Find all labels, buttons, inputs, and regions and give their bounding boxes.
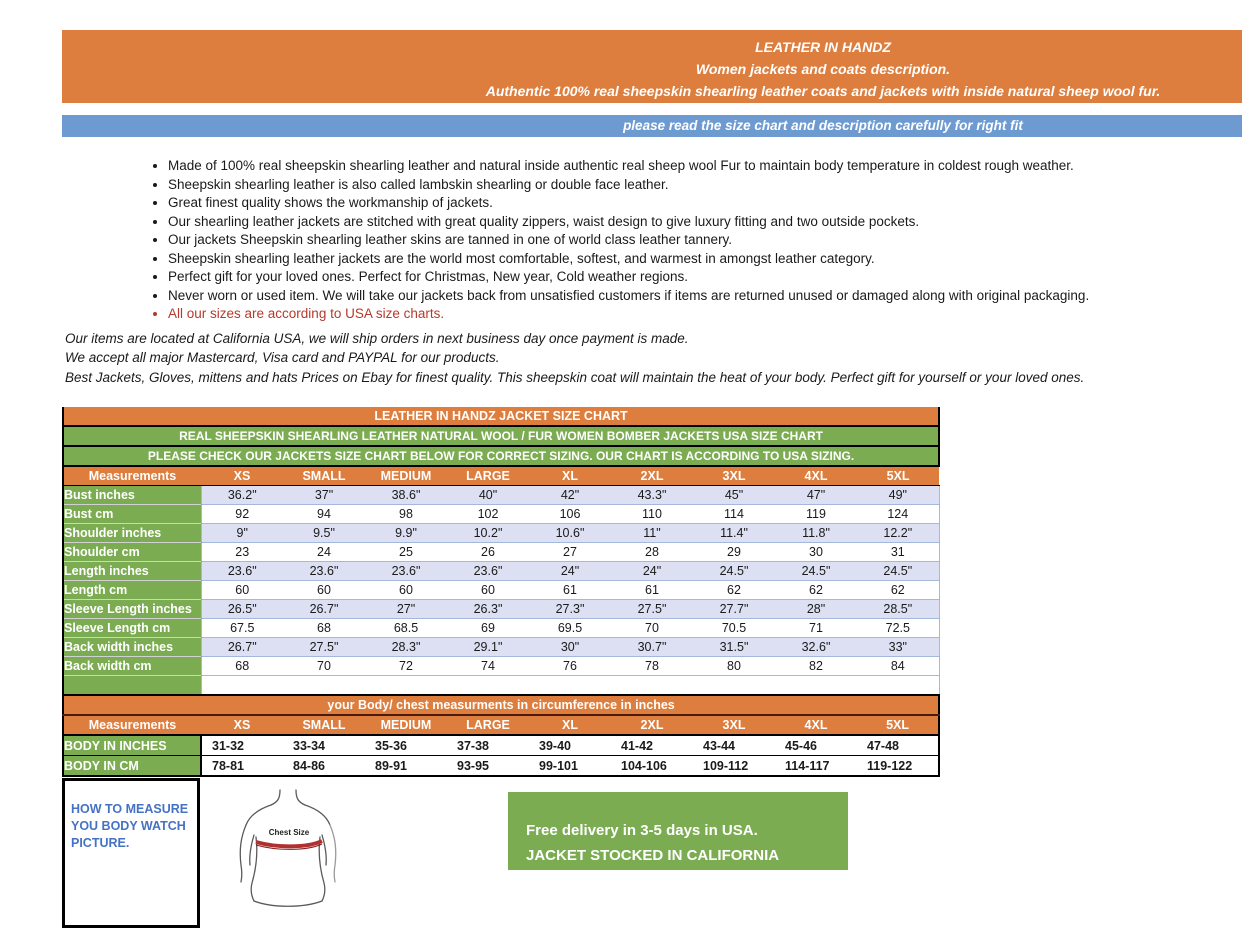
measurement-value: 23.6": [447, 562, 529, 581]
body-row-label: BODY IN INCHES: [63, 735, 201, 756]
measurement-value: 71: [775, 619, 857, 638]
body-value: 33-34: [283, 735, 365, 756]
measurement-value: 28.3": [365, 638, 447, 657]
measurement-value: 37": [283, 486, 365, 505]
feature-list: [62, 157, 1242, 324]
body-row: [63, 756, 939, 777]
body-value: 119-122: [857, 756, 939, 777]
measurement-value: 26.7": [283, 600, 365, 619]
measurement-value: 24.5": [693, 562, 775, 581]
feature-item: • Sheepskin shearling leather is also called lambskin shearling or double face leather.: [168, 176, 1242, 195]
body-size-column-header: MEDIUM: [365, 715, 447, 735]
spacer-cell: [201, 676, 939, 695]
measurement-value: 38.6": [365, 486, 447, 505]
measurement-row: [63, 505, 939, 524]
feature-item: • Great finest quality shows the workmanship of jackets.: [168, 194, 1242, 213]
body-value: 31-32: [201, 735, 283, 756]
measurement-value: 30.7": [611, 638, 693, 657]
measurement-label: Length inches: [63, 562, 201, 581]
measure-note-box: [62, 778, 200, 928]
measurement-value: 11.8": [775, 524, 857, 543]
measurement-row: [63, 524, 939, 543]
body-size-column-header: LARGE: [447, 715, 529, 735]
measurement-value: 110: [611, 505, 693, 524]
measurement-value: 69.5: [529, 619, 611, 638]
header-banner: [62, 30, 1242, 103]
feature-item: • Made of 100% real sheepskin shearling leather and natural inside authentic real sheep wool Fur to maintain body temperature in coldest rough weather.: [168, 157, 1242, 176]
measurement-value: 24.5": [775, 562, 857, 581]
measurement-value: 24.5": [857, 562, 939, 581]
measurement-value: 61: [529, 581, 611, 600]
measurement-value: 84: [857, 657, 939, 676]
measurement-row: [63, 657, 939, 676]
body-value: 45-46: [775, 735, 857, 756]
measurement-value: 10.2": [447, 524, 529, 543]
measurement-value: 28.5": [857, 600, 939, 619]
measurement-value: 27.5": [283, 638, 365, 657]
measurement-value: 82: [775, 657, 857, 676]
measurement-value: 24": [529, 562, 611, 581]
feature-item: • Our shearling leather jackets are stitched with great quality zippers, waist design to give luxury fitting and two outside pockets.: [168, 213, 1242, 232]
measurement-value: 33": [857, 638, 939, 657]
measurement-value: 42": [529, 486, 611, 505]
measurement-value: 106: [529, 505, 611, 524]
measurement-label: Back width inches: [63, 638, 201, 657]
measurement-value: 24: [283, 543, 365, 562]
body-size-column-header: 5XL: [857, 715, 939, 735]
measurement-value: 76: [529, 657, 611, 676]
measurement-value: 47": [775, 486, 857, 505]
body-value: 114-117: [775, 756, 857, 777]
measurement-value: 9.9": [365, 524, 447, 543]
body-value: 37-38: [447, 735, 529, 756]
size-chart-banner-1-row: [63, 426, 939, 446]
measurement-label: Shoulder cm: [63, 543, 201, 562]
measurement-label: Sleeve Length cm: [63, 619, 201, 638]
measurement-row: [63, 486, 939, 505]
size-column-header: XS: [201, 466, 283, 486]
body-value: 84-86: [283, 756, 365, 777]
measurement-value: 94: [283, 505, 365, 524]
body-size-chart: [62, 694, 940, 777]
measurement-value: 62: [775, 581, 857, 600]
measurement-value: 28: [611, 543, 693, 562]
delivery-line-1: Free delivery in 3-5 days in USA.: [526, 822, 758, 839]
seller-note-line: Our items are located at California USA, we will ship orders in next business day once payment is made.: [65, 330, 689, 346]
feature-item: • Perfect gift for your loved ones. Perfect for Christmas, New year, Cold weather regions.: [168, 268, 1242, 287]
measurement-value: 27: [529, 543, 611, 562]
measurement-value: 60: [283, 581, 365, 600]
measurement-value: 29: [693, 543, 775, 562]
feature-item: • Our jackets Sheepskin shearling leather skins are tanned in one of world class leather tannery.: [168, 231, 1242, 250]
measurement-label: Length cm: [63, 581, 201, 600]
size-column-header: LARGE: [447, 466, 529, 486]
measurement-value: 72.5: [857, 619, 939, 638]
measurement-value: 98: [365, 505, 447, 524]
notice-banner: [62, 115, 1242, 137]
body-size-column-header: XL: [529, 715, 611, 735]
measurement-value: 26: [447, 543, 529, 562]
measurement-value: 23.6": [365, 562, 447, 581]
measurement-value: 61: [611, 581, 693, 600]
measurement-row: [63, 600, 939, 619]
seller-note-line: We accept all major Mastercard, Visa card and PAYPAL for our products.: [65, 350, 500, 365]
measurement-row: [63, 619, 939, 638]
measurement-label: Bust cm: [63, 505, 201, 524]
body-value: 99-101: [529, 756, 611, 777]
body-value: 47-48: [857, 735, 939, 756]
measurement-value: 124: [857, 505, 939, 524]
size-chart-banner-1: REAL SHEEPSKIN SHEARLING LEATHER NATURAL WOOL / FUR WOMEN BOMBER JACKETS USA SIZE CHART: [63, 426, 939, 446]
spacer-label-cell: [63, 676, 201, 695]
measurement-value: 60: [365, 581, 447, 600]
body-size-column-header: 3XL: [693, 715, 775, 735]
body-value: 104-106: [611, 756, 693, 777]
body-row-label: BODY IN CM: [63, 756, 201, 777]
body-value: 89-91: [365, 756, 447, 777]
measurement-value: 70: [283, 657, 365, 676]
body-size-column-header: XS: [201, 715, 283, 735]
spacer-row: [63, 676, 939, 695]
chest-size-label: Chest Size: [268, 828, 310, 837]
header-subtitle: Women jackets and coats description.: [695, 61, 951, 77]
size-column-header: 3XL: [693, 466, 775, 486]
measurement-value: 62: [857, 581, 939, 600]
body-value: 41-42: [611, 735, 693, 756]
measurement-value: 24": [611, 562, 693, 581]
measurement-value: 27.7": [693, 600, 775, 619]
body-value: 43-44: [693, 735, 775, 756]
measurement-value: 70.5: [693, 619, 775, 638]
size-column-header: 4XL: [775, 466, 857, 486]
measurement-value: 26.3": [447, 600, 529, 619]
size-column-header: XL: [529, 466, 611, 486]
measurement-value: 69: [447, 619, 529, 638]
measurement-value: 40": [447, 486, 529, 505]
torso-sketch-icon: [212, 785, 362, 925]
measurement-value: 80: [693, 657, 775, 676]
feature-item: • Never worn or used item. We will take our jackets back from unsatisfied customers if items are returned unused or damaged along with original packaging.: [168, 287, 1242, 306]
measurement-value: 23: [201, 543, 283, 562]
measurements-header: Measurements: [63, 466, 201, 486]
notice-text: please read the size chart and description carefully for right fit: [623, 118, 1023, 133]
measurement-row: [63, 562, 939, 581]
measurement-value: 60: [201, 581, 283, 600]
measurement-value: 30: [775, 543, 857, 562]
measurement-value: 26.5": [201, 600, 283, 619]
measurement-value: 49": [857, 486, 939, 505]
header-tagline: Authentic 100% real sheepskin shearling leather coats and jackets with inside natural sheep wool fur.: [485, 83, 1161, 99]
measurement-value: 27.5": [611, 600, 693, 619]
measurement-label: Sleeve Length inches: [63, 600, 201, 619]
size-header-row: [63, 466, 939, 486]
measurement-value: 31: [857, 543, 939, 562]
body-value: 109-112: [693, 756, 775, 777]
body-size-header-row: [63, 715, 939, 735]
measurement-value: 114: [693, 505, 775, 524]
measurement-value: 45": [693, 486, 775, 505]
size-chart-title: LEATHER IN HANDZ JACKET SIZE CHART: [63, 407, 939, 426]
measurement-value: 11.4": [693, 524, 775, 543]
body-row: [63, 735, 939, 756]
measurement-value: 68: [283, 619, 365, 638]
body-size-column-header: 4XL: [775, 715, 857, 735]
size-column-header: 2XL: [611, 466, 693, 486]
body-value: 78-81: [201, 756, 283, 777]
measure-note-text: HOW TO MEASURE YOU BODY WATCH PICTURE.: [71, 802, 189, 850]
measurement-value: 12.2": [857, 524, 939, 543]
body-measurement-sketch: [212, 785, 362, 925]
measurement-value: 72: [365, 657, 447, 676]
body-size-column-header: SMALL: [283, 715, 365, 735]
measurement-value: 9": [201, 524, 283, 543]
body-size-column-header: 2XL: [611, 715, 693, 735]
size-chart-banner-2: PLEASE CHECK OUR JACKETS SIZE CHART BELOW FOR CORRECT SIZING. OUR CHART IS ACCORDING TO USA SIZING.: [63, 446, 939, 466]
measurement-value: 27": [365, 600, 447, 619]
seller-note-line: Best Jackets, Gloves, mittens and hats Prices on Ebay for finest quality. This sheepskin coat will maintain the heat of your body. Perfect gift for yourself or your loved ones.: [65, 369, 1085, 385]
measurement-value: 11": [611, 524, 693, 543]
measurement-value: 31.5": [693, 638, 775, 657]
body-value: 35-36: [365, 735, 447, 756]
size-column-header: MEDIUM: [365, 466, 447, 486]
measurement-value: 25: [365, 543, 447, 562]
measurement-value: 36.2": [201, 486, 283, 505]
measurement-label: Shoulder inches: [63, 524, 201, 543]
size-chart-banner-2-row: [63, 446, 939, 466]
body-chart-banner: your Body/ chest measurments in circumference in inches: [63, 695, 939, 715]
measurement-row: [63, 638, 939, 657]
measurement-value: 119: [775, 505, 857, 524]
measurement-value: 70: [611, 619, 693, 638]
measurement-value: 27.3": [529, 600, 611, 619]
measurement-value: 68.5: [365, 619, 447, 638]
feature-item: • All our sizes are according to USA size charts.: [168, 305, 1242, 324]
measurement-value: 78: [611, 657, 693, 676]
measurement-value: 67.5: [201, 619, 283, 638]
delivery-line-2: JACKET STOCKED IN CALIFORNIA: [526, 847, 780, 864]
footer-section: [62, 777, 938, 937]
measurement-value: 74: [447, 657, 529, 676]
measurement-value: 9.5": [283, 524, 365, 543]
measurement-row: [63, 543, 939, 562]
measurement-value: 23.6": [201, 562, 283, 581]
size-chart-title-row: [63, 407, 939, 426]
body-chart-banner-row: [63, 695, 939, 715]
measurement-value: 30": [529, 638, 611, 657]
measurement-label: Back width cm: [63, 657, 201, 676]
measurement-value: 23.6": [283, 562, 365, 581]
body-value: 39-40: [529, 735, 611, 756]
size-column-header: 5XL: [857, 466, 939, 486]
body-value: 93-95: [447, 756, 529, 777]
measurement-value: 26.7": [201, 638, 283, 657]
measurement-value: 43.3": [611, 486, 693, 505]
feature-item: • Sheepskin shearling leather jackets are the world most comfortable, softest, and warmest in amongst leather category.: [168, 250, 1242, 269]
body-measurements-header: Measurements: [63, 715, 201, 735]
measurement-value: 68: [201, 657, 283, 676]
jacket-size-chart: [62, 407, 940, 694]
measurement-value: 29.1": [447, 638, 529, 657]
measurement-row: [63, 581, 939, 600]
measurement-value: 92: [201, 505, 283, 524]
measurement-value: 10.6": [529, 524, 611, 543]
measurement-value: 32.6": [775, 638, 857, 657]
delivery-banner: [508, 792, 848, 870]
measurement-value: 102: [447, 505, 529, 524]
brand-title: LEATHER IN HANDZ: [755, 39, 891, 55]
measurement-label: Bust inches: [63, 486, 201, 505]
size-column-header: SMALL: [283, 466, 365, 486]
measurement-value: 28": [775, 600, 857, 619]
seller-notes: [65, 329, 1242, 388]
measurement-value: 60: [447, 581, 529, 600]
measurement-value: 62: [693, 581, 775, 600]
